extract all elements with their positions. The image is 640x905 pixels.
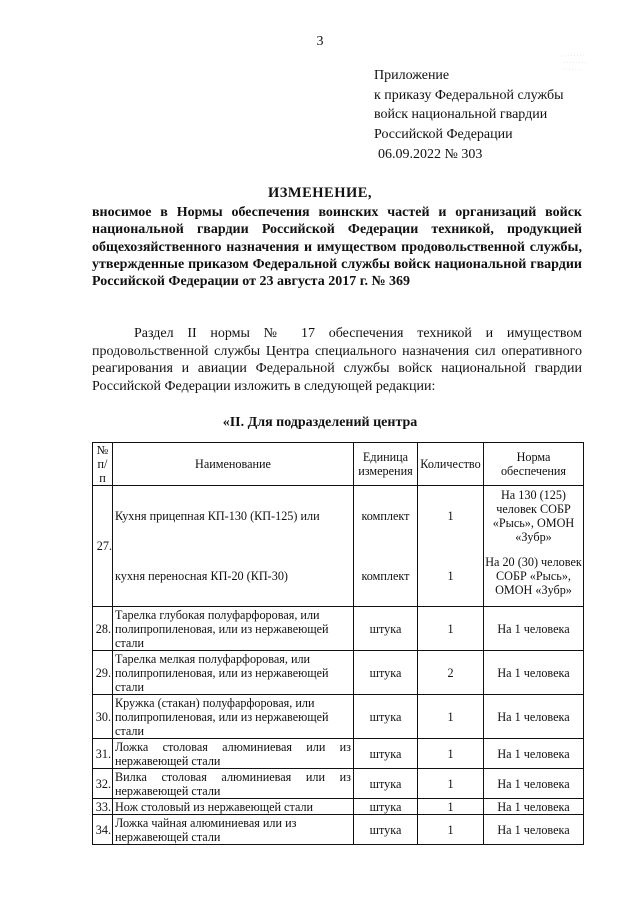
row-norm: На 1 человека [484, 739, 584, 769]
row-qty-a: 1 [447, 509, 454, 523]
row-unit: штука [354, 815, 418, 845]
table-row [93, 769, 584, 799]
table-row [93, 799, 584, 815]
row-num: 33. [93, 799, 113, 815]
row-unit: штука [354, 799, 418, 815]
header-unit: Единица измерения [354, 443, 418, 486]
row-num: 29. [93, 651, 113, 695]
header-name: Наименование [113, 443, 354, 486]
row-name: Ложка чайная алюминиевая или из нержавеющей стали [113, 815, 354, 845]
row-num: 31. [93, 739, 113, 769]
body-paragraph: Раздел II нормы № 17 обеспечения техникой и имуществом продовольственной службы Центра специального назначения сил оперативного реагирования и авиации Федеральной службы войск национальной гвардии Российской Федерации изложить в следующей редакции: [92, 326, 582, 394]
table-row [93, 695, 584, 739]
document-subtitle: вносимое в Нормы обеспечения воинских частей и организаций войск национальной гвардии Российской Федерации техникой, продукцией общехозяйственного назначения и имуществом продовольственной службы, утвержденные приказом Федеральной службы войск национальной гвардии Российской Федерации от 23 августа 2017 г. № 369 [92, 205, 582, 290]
row-name: Вилка столовая алюминиевая или из нержавеющей стали [113, 769, 354, 799]
appendix-line-3: войск национальной гвардии [374, 107, 548, 122]
row-unit: штука [354, 607, 418, 651]
row-norm: На 1 человека [484, 815, 584, 845]
faint-mark [560, 52, 590, 74]
row-name: Кружка (стакан) полуфарфоровая, или полипропиленовая, или из нержавеющей стали [113, 695, 354, 739]
page-number: 3 [316, 34, 324, 49]
row-qty: 1 [418, 769, 484, 799]
row-num: 27. [93, 486, 113, 607]
row-qty: 1 [418, 799, 484, 815]
row-qty: 1 [418, 739, 484, 769]
row-qty: 1 [418, 815, 484, 845]
row-unit-b: комплект [361, 569, 410, 583]
row-unit: штука [354, 651, 418, 695]
row-norm: На 1 человека [484, 799, 584, 815]
table-row [93, 815, 584, 845]
table-row [93, 739, 584, 769]
section-title: «II. Для подразделений центра [222, 415, 418, 430]
row-num: 32. [93, 769, 113, 799]
row-norm-a: На 130 (125) человек СОБР «Рысь», ОМОН «Зубр» [492, 488, 575, 544]
document-title: ИЗМЕНЕНИЕ, [267, 185, 373, 201]
order-date-number: 06.09.2022 № 303 [378, 147, 483, 162]
appendix-line-1: Приложение [374, 68, 450, 83]
row-qty: 1 [418, 607, 484, 651]
row-qty: 2 [418, 651, 484, 695]
row-unit-a: комплект [361, 509, 410, 523]
row-name: Нож столовый из нержавеющей стали [113, 799, 354, 815]
row-name: Тарелка глубокая полуфарфоровая, или полипропиленовая, или из нержавеющей стали [113, 607, 354, 651]
row-qty [418, 486, 484, 607]
header-num: № п/п [93, 443, 113, 486]
row-name [113, 486, 354, 607]
row-name-b: кухня переносная КП-20 (КП-30) [115, 569, 288, 583]
norms-table [92, 442, 584, 845]
row-qty-b: 1 [447, 569, 454, 583]
row-name: Тарелка мелкая полуфарфоровая, или полипропиленовая, или из нержавеющей стали [113, 651, 354, 695]
row-num: 30. [93, 695, 113, 739]
row-norm: На 1 человека [484, 651, 584, 695]
row-norm [484, 486, 584, 607]
row-norm-b: На 20 (30) человек СОБР «Рысь», ОМОН «Зубр» [485, 555, 582, 597]
row-norm: На 1 человека [484, 769, 584, 799]
header-qty: Количество [418, 443, 484, 486]
row-norm: На 1 человека [484, 695, 584, 739]
appendix-block [374, 66, 563, 144]
table-row [93, 651, 584, 695]
row-unit: штука [354, 769, 418, 799]
row-name-a: Кухня прицепная КП-130 (КП-125) или [115, 509, 320, 523]
table-header-row [93, 443, 584, 486]
appendix-line-4: Российской Федерации [374, 126, 513, 142]
row-unit: штука [354, 695, 418, 739]
row-norm: На 1 человека [484, 607, 584, 651]
appendix-line-2: к приказу Федеральной службы [374, 87, 564, 103]
row-unit: штука [354, 739, 418, 769]
row-num: 28. [93, 607, 113, 651]
row-num: 34. [93, 815, 113, 845]
row-qty: 1 [418, 695, 484, 739]
row-unit [354, 486, 418, 607]
table-row [93, 486, 584, 607]
table-row [93, 607, 584, 651]
header-norm: Норма обеспечения [484, 443, 584, 486]
row-name: Ложка столовая алюминиевая или из нержавеющей стали [113, 739, 354, 769]
